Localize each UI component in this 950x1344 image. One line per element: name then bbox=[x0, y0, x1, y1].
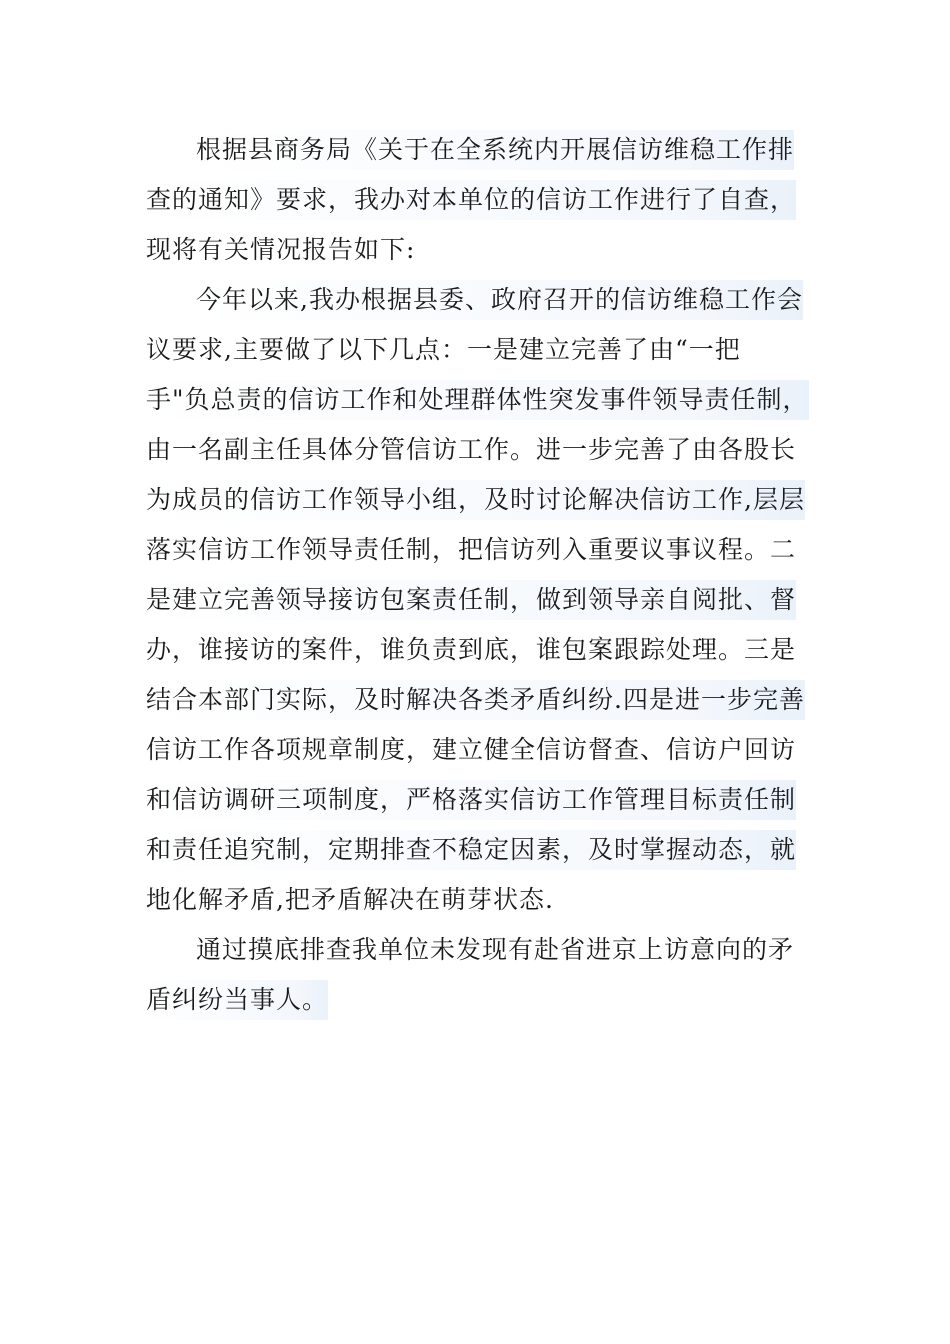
paragraph-2-line-8: 办，谁接访的案件，谁负责到底，谁包案跟踪处理。三是 bbox=[146, 635, 797, 664]
paragraph-2-line-10: 信访工作各项规章制度，建立健全信访督查、信访户回访 bbox=[146, 735, 797, 764]
paragraph-2-line-3: 手"负总责的信访工作和处理群体性突发事件领导责任制， bbox=[146, 380, 809, 420]
paragraph-3-line-1: 通过摸底排查我单位未发现有赴省进京上访意向的矛 bbox=[196, 935, 795, 964]
paragraph-2-line-12: 和责任追究制，定期排查不稳定因素，及时掌握动态，就 bbox=[146, 830, 796, 870]
paragraph-2-line-5: 为成员的信访工作领导小组，及时讨论解决信访工作,层层 bbox=[146, 480, 805, 520]
paragraph-2-line-6: 落实信访工作领导责任制，把信访列入重要议事议程。二 bbox=[146, 535, 797, 564]
paragraph-2-line-7: 是建立完善领导接访包案责任制，做到领导亲自阅批、督 bbox=[146, 580, 796, 620]
paragraph-2-line-13: 地化解矛盾,把矛盾解决在萌芽状态. bbox=[146, 885, 554, 914]
paragraph-2-line-2: 议要求,主要做了以下几点：一是建立完善了由“一把 bbox=[146, 335, 741, 364]
paragraph-1-line-1: 根据县商务局《关于在全系统内开展信访维稳工作排 bbox=[196, 130, 794, 170]
paragraph-2-line-9: 结合本部门实际，及时解决各类矛盾纠纷.四是进一步完善 bbox=[146, 680, 805, 720]
paragraph-2-line-11: 和信访调研三项制度，严格落实信访工作管理目标责任制 bbox=[146, 780, 796, 820]
paragraph-1-line-2: 查的通知》要求，我办对本单位的信访工作进行了自查， bbox=[146, 180, 796, 220]
paragraph-1-line-3: 现将有关情况报告如下: bbox=[146, 235, 416, 264]
paragraph-2-line-4: 由一名副主任具体分管信访工作。进一步完善了由各股长 bbox=[146, 435, 797, 464]
paragraph-2-line-1: 今年以来,我办根据县委、政府召开的信访维稳工作会 bbox=[196, 280, 803, 320]
paragraph-3-line-2: 盾纠纷当事人。 bbox=[146, 980, 328, 1020]
